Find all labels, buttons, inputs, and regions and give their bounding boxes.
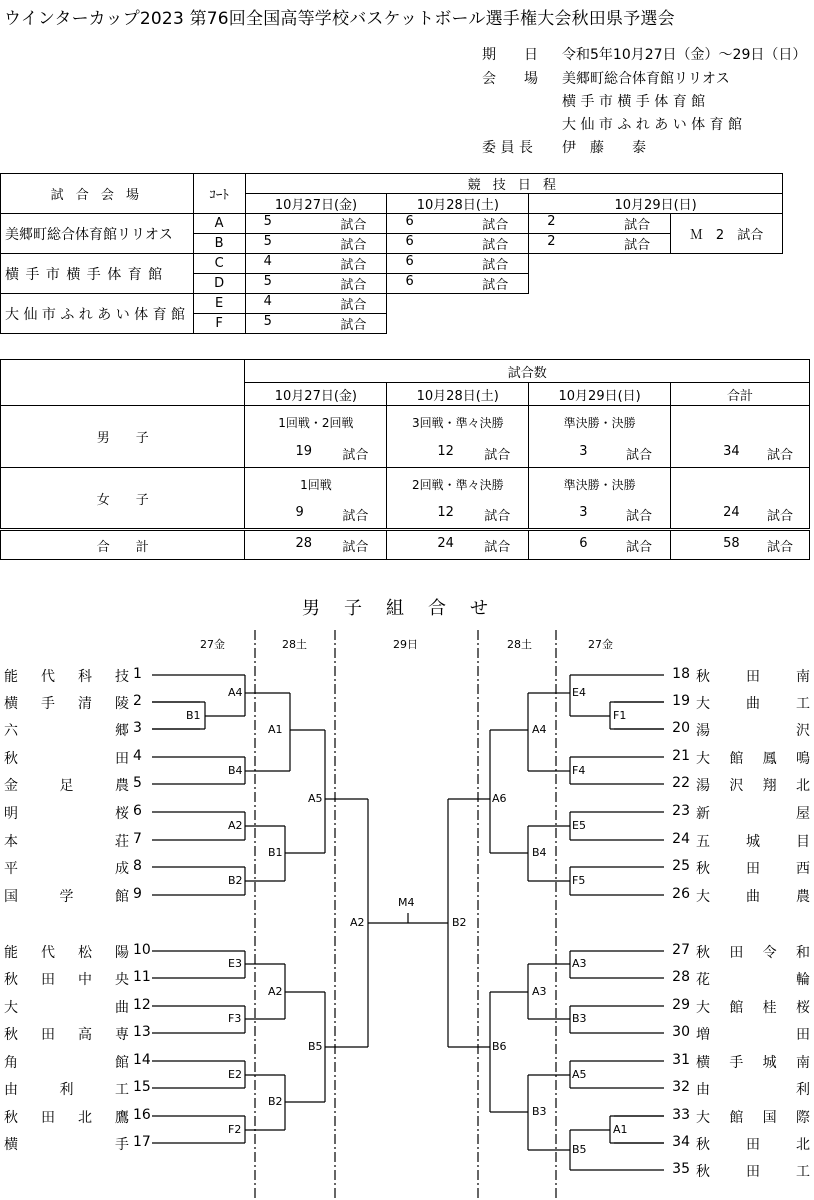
match-label: B6 bbox=[492, 1040, 507, 1053]
match-label: B3 bbox=[532, 1105, 547, 1118]
count-cell: 19 試合 bbox=[245, 440, 387, 468]
day-header: 10月28日(土) bbox=[387, 194, 529, 214]
day-column-header: 28土 bbox=[282, 638, 307, 651]
match-label: M4 bbox=[398, 896, 415, 909]
team-name: 増 田 bbox=[696, 1027, 810, 1043]
seed-number: 22 bbox=[672, 775, 690, 791]
team-name: 大 曲 工 bbox=[696, 696, 810, 712]
seed-number: 12 bbox=[133, 997, 151, 1013]
team-name: 国 学 館 bbox=[4, 889, 129, 905]
day-header: 10月28日(土) bbox=[387, 383, 529, 406]
match-label: A1 bbox=[268, 723, 283, 736]
team-name: 湯 沢 翔 北 bbox=[696, 778, 810, 794]
team-name: 秋 田 中 央 bbox=[4, 972, 129, 988]
team-name: 大 曲 農 bbox=[696, 889, 810, 905]
seed-number: 23 bbox=[672, 803, 690, 819]
day-header: 10月29日(日) bbox=[529, 383, 671, 406]
games-cell: 6 試合 bbox=[387, 254, 529, 274]
schedule-header: 競 技 日 程 bbox=[245, 174, 782, 194]
seed-number: 9 bbox=[133, 886, 142, 902]
team-name: 角 館 bbox=[4, 1055, 129, 1071]
count-cell: 3 試合 bbox=[529, 502, 671, 530]
info-value: 令和5年10月27日（金）～29日（日） bbox=[562, 47, 807, 63]
match-label: B5 bbox=[572, 1143, 587, 1156]
match-label: E2 bbox=[228, 1068, 242, 1081]
seed-number: 24 bbox=[672, 831, 690, 847]
match-label: F5 bbox=[572, 874, 586, 887]
team-name: 秋 田 高 専 bbox=[4, 1027, 129, 1043]
match-label: A5 bbox=[308, 792, 323, 805]
count-cell: 24 試合 bbox=[387, 530, 529, 560]
venue-name: 横 手 市 横 手 体 育 館 bbox=[1, 254, 194, 294]
team-name: 由 利 bbox=[696, 1082, 810, 1098]
team-name: 横 手 bbox=[4, 1137, 129, 1153]
day-header: 10月27日(金) bbox=[245, 383, 387, 406]
team-name: 大 曲 bbox=[4, 1000, 129, 1016]
games-cell: 6 試合 bbox=[387, 274, 529, 294]
seed-number: 4 bbox=[133, 748, 142, 764]
seed-number: 16 bbox=[133, 1107, 151, 1123]
round-cell: 1回戦 bbox=[245, 468, 387, 502]
seed-number: 5 bbox=[133, 775, 142, 791]
seed-number: 13 bbox=[133, 1024, 151, 1040]
games-cell: 5 試合 bbox=[245, 314, 387, 334]
total-label: 合 計 bbox=[1, 530, 245, 560]
match-label: A6 bbox=[492, 792, 507, 805]
round-cell: 3回戦・準々決勝 bbox=[387, 406, 529, 440]
games-cell: 5 試合 bbox=[245, 234, 387, 254]
games-cell: 4 試合 bbox=[245, 294, 387, 314]
info-key: 委 員 長 bbox=[482, 140, 533, 156]
day-column-header: 29日 bbox=[393, 638, 418, 651]
info-value: 横 手 市 横 手 体 育 館 bbox=[562, 94, 706, 110]
games-cell: 6 試合 bbox=[387, 234, 529, 254]
match-label: B4 bbox=[532, 846, 547, 859]
match-label: E5 bbox=[572, 819, 586, 832]
girls-label: 女 子 bbox=[1, 468, 245, 530]
page-title: ウインターカップ2023 第76回全国高等学校バスケットボール選手権大会秋田県予選会 bbox=[4, 9, 675, 29]
seed-number: 31 bbox=[672, 1052, 690, 1068]
games-cell: 2 試合 bbox=[529, 234, 671, 254]
match-label: B2 bbox=[228, 874, 243, 887]
round-cell: 準決勝・決勝 bbox=[529, 406, 671, 440]
seed-number: 21 bbox=[672, 748, 690, 764]
team-name: 秋 田 工 bbox=[696, 1164, 810, 1180]
match-label: B4 bbox=[228, 764, 243, 777]
match-label: A2 bbox=[268, 985, 283, 998]
match-label: B3 bbox=[572, 1012, 587, 1025]
count-cell: 3 試合 bbox=[529, 440, 671, 468]
seed-number: 18 bbox=[672, 666, 690, 682]
match-label: A3 bbox=[572, 957, 587, 970]
seed-number: 14 bbox=[133, 1052, 151, 1068]
round-cell: 1回戦・2回戦 bbox=[245, 406, 387, 440]
match-label: B2 bbox=[268, 1095, 283, 1108]
count-cell: 6 試合 bbox=[529, 530, 671, 560]
seed-number: 26 bbox=[672, 886, 690, 902]
seed-number: 6 bbox=[133, 803, 142, 819]
team-name: 平 成 bbox=[4, 861, 129, 877]
match-label: B2 bbox=[452, 916, 467, 929]
team-name: 秋 田 北 bbox=[696, 1137, 810, 1153]
match-label: B5 bbox=[308, 1040, 323, 1053]
count-cell: 12 試合 bbox=[387, 502, 529, 530]
count-cell: 58 試合 bbox=[671, 530, 810, 560]
games-cell: 6 試合 bbox=[387, 214, 529, 234]
team-name: 秋 田 南 bbox=[696, 669, 810, 685]
team-name: 能 代 科 技 bbox=[4, 669, 129, 685]
team-name: 秋 田 令 和 bbox=[696, 945, 810, 961]
team-name: 新 屋 bbox=[696, 806, 810, 822]
count-cell: 28 試合 bbox=[245, 530, 387, 560]
team-name: 金 足 農 bbox=[4, 778, 129, 794]
court-label: D bbox=[193, 274, 245, 294]
info-key: 期 日 bbox=[482, 47, 538, 63]
count-cell: 12 試合 bbox=[387, 440, 529, 468]
team-name: 六 郷 bbox=[4, 723, 129, 739]
day-header: 10月29日(日) bbox=[529, 194, 783, 214]
court-label: B bbox=[193, 234, 245, 254]
seed-number: 8 bbox=[133, 858, 142, 874]
team-name: 明 桜 bbox=[4, 806, 129, 822]
day-header: 10月27日(金) bbox=[245, 194, 387, 214]
team-name: 由 利 工 bbox=[4, 1082, 129, 1098]
seed-number: 33 bbox=[672, 1107, 690, 1123]
team-name: 湯 沢 bbox=[696, 723, 810, 739]
match-label: A1 bbox=[613, 1123, 628, 1136]
court-header: ｺｰﾄ bbox=[193, 174, 245, 214]
seed-number: 2 bbox=[133, 693, 142, 709]
count-header: 試合数 bbox=[245, 360, 810, 383]
match-label: A3 bbox=[532, 985, 547, 998]
match-label: E4 bbox=[572, 686, 586, 699]
match-label: F1 bbox=[613, 709, 627, 722]
games-cell: 2 試合 bbox=[529, 214, 671, 234]
match-label: A2 bbox=[350, 916, 365, 929]
team-name: 秋 田 北 鷹 bbox=[4, 1110, 129, 1126]
match-label: B1 bbox=[268, 846, 283, 859]
games-cell: 4 試合 bbox=[245, 254, 387, 274]
seed-number: 3 bbox=[133, 720, 142, 736]
day-column-header: 28土 bbox=[507, 638, 532, 651]
seed-number: 34 bbox=[672, 1134, 690, 1150]
games-cell: 5 試合 bbox=[245, 274, 387, 294]
team-name: 横 手 城 南 bbox=[696, 1055, 810, 1071]
team-name: 秋 田 bbox=[4, 751, 129, 767]
team-name: 大 館 鳳 鳴 bbox=[696, 751, 810, 767]
match-label: A5 bbox=[572, 1068, 587, 1081]
venue-name: 美郷町総合体育館リリオス bbox=[1, 214, 194, 254]
round-cell: 準決勝・決勝 bbox=[529, 468, 671, 502]
seed-number: 20 bbox=[672, 720, 690, 736]
seed-number: 25 bbox=[672, 858, 690, 874]
team-name: 本 荘 bbox=[4, 834, 129, 850]
games-cell: 5 試合 bbox=[245, 214, 387, 234]
seed-number: 35 bbox=[672, 1161, 690, 1177]
day-column-header: 27金 bbox=[588, 638, 613, 651]
count-cell: 9 試合 bbox=[245, 502, 387, 530]
seed-number: 15 bbox=[133, 1079, 151, 1095]
match-label: E3 bbox=[228, 957, 242, 970]
seed-number: 19 bbox=[672, 693, 690, 709]
match-label: F3 bbox=[228, 1012, 242, 1025]
seed-number: 11 bbox=[133, 969, 151, 985]
venue-name: 大 仙 市 ふ れ あ い 体 育 館 bbox=[1, 294, 194, 334]
seed-number: 30 bbox=[672, 1024, 690, 1040]
seed-number: 28 bbox=[672, 969, 690, 985]
court-label: C bbox=[193, 254, 245, 274]
team-name: 横 手 清 陵 bbox=[4, 696, 129, 712]
seed-number: 32 bbox=[672, 1079, 690, 1095]
match-label: F4 bbox=[572, 764, 586, 777]
team-name: 能 代 松 陽 bbox=[4, 945, 129, 961]
team-name: 大 館 桂 桜 bbox=[696, 1000, 810, 1016]
info-key: 会 場 bbox=[482, 71, 538, 87]
total-header: 合計 bbox=[671, 383, 810, 406]
match-label: A4 bbox=[228, 686, 243, 699]
match-label: A2 bbox=[228, 819, 243, 832]
team-name: 秋 田 西 bbox=[696, 861, 810, 877]
court-label: F bbox=[193, 314, 245, 334]
round-cell: 2回戦・準々決勝 bbox=[387, 468, 529, 502]
info-value: 美郷町総合体育館リリオス bbox=[562, 71, 730, 87]
court-label: E bbox=[193, 294, 245, 314]
day-column-header: 27金 bbox=[200, 638, 225, 651]
m2-cell: Ｍ 2 試合 bbox=[671, 214, 783, 254]
team-name: 大 館 国 際 bbox=[696, 1110, 810, 1126]
team-name: 花 輪 bbox=[696, 972, 810, 988]
count-cell: 34 試合 bbox=[671, 440, 810, 468]
seed-number: 17 bbox=[133, 1134, 151, 1150]
court-label: A bbox=[193, 214, 245, 234]
match-label: B1 bbox=[186, 709, 201, 722]
seed-number: 10 bbox=[133, 942, 151, 958]
team-name: 五 城 目 bbox=[696, 834, 810, 850]
info-value: 伊 藤 泰 bbox=[562, 140, 646, 156]
bracket-title: 男子組合せ bbox=[302, 598, 512, 619]
info-value: 大 仙 市 ふ れ あ い 体 育 館 bbox=[562, 117, 743, 133]
seed-number: 29 bbox=[672, 997, 690, 1013]
seed-number: 27 bbox=[672, 942, 690, 958]
seed-number: 1 bbox=[133, 666, 142, 682]
venue-header: 試 合 会 場 bbox=[1, 174, 194, 214]
match-label: F2 bbox=[228, 1123, 242, 1136]
match-label: A4 bbox=[532, 723, 547, 736]
seed-number: 7 bbox=[133, 831, 142, 847]
count-cell: 24 試合 bbox=[671, 502, 810, 530]
boys-label: 男 子 bbox=[1, 406, 245, 468]
